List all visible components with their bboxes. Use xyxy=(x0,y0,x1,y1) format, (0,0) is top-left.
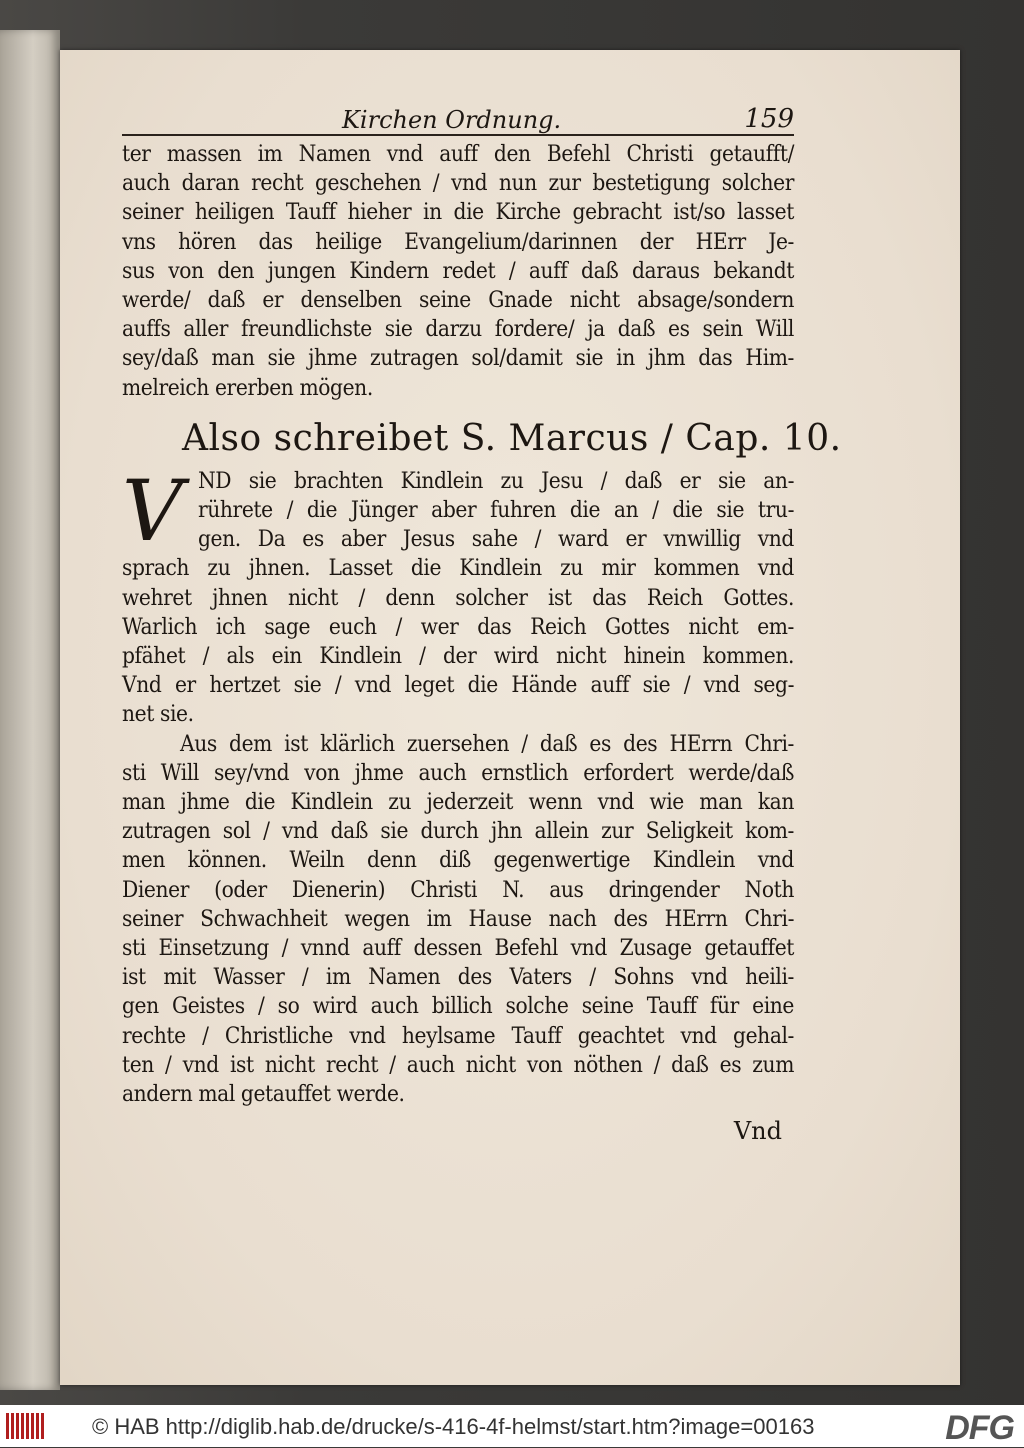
running-head-title: Kirchen Ordnung. xyxy=(342,106,562,134)
text-line: gen Geistes / so wird auch billich solche seine Tauff für eine xyxy=(122,993,794,1020)
page-text xyxy=(122,100,842,1149)
text-line: auffs aller freundlichste sie darzu fordere/ ja daß es sein Will xyxy=(122,316,794,343)
text-line: sey/daß man sie jhme zutragen sol/damit sie in jhm das Him- xyxy=(122,345,794,372)
page-number: 159 xyxy=(744,104,794,134)
text-line: melreich ererben mögen. xyxy=(122,374,373,401)
text-line: gen. Da es aber Jesus sahe / ward er vnwillig vnd xyxy=(198,526,794,553)
barcode-icon xyxy=(6,1413,46,1439)
section-heading: Also schreibet S. Marcus / Cap. 10. xyxy=(182,417,842,459)
footer-credit-link[interactable]: © HAB http://diglib.hab.de/drucke/s-416-4f-helmst/start.htm?image=00163 xyxy=(92,1414,815,1439)
drop-capital: V xyxy=(122,461,183,560)
header-rule xyxy=(122,134,794,136)
text-line: rührete / die Jünger aber fuhren die an / die sie tru- xyxy=(198,497,794,524)
text-line: men können. Weiln denn diß gegenwertige Kindlein vnd xyxy=(122,847,794,874)
text-line: wehret jhnen nicht / denn solcher ist das Reich Gottes. xyxy=(122,584,794,611)
paragraph-1 xyxy=(122,140,794,403)
dfg-logo: DFG xyxy=(945,1409,1014,1447)
text-line: vns hören das heilige Evangelium/darinnen der HErr Je- xyxy=(122,228,794,255)
text-line: seiner heiligen Tauff hieher in die Kirche gebracht ist/so lasset xyxy=(122,199,794,226)
text-line: ND sie brachten Kindlein zu Jesu / daß er sie an- xyxy=(198,467,794,494)
text-line: pfähet / als ein Kindlein / der wird nicht hinein kommen. xyxy=(122,643,794,670)
text-line: Aus dem ist klärlich zuersehen / daß es des HErrn Chri- xyxy=(180,730,794,757)
text-line: andern mal getauffet werde. xyxy=(122,1081,405,1108)
text-line: zutragen sol / vnd daß sie durch jhn allein zur Seligkeit kom- xyxy=(122,818,794,845)
text-line: net sie. xyxy=(122,701,194,728)
text-line: sprach zu jhnen. Lasset die Kindlein zu mir kommen vnd xyxy=(122,555,794,582)
paragraph-2 xyxy=(122,730,794,1110)
footer-bar xyxy=(0,1405,1024,1447)
text-line: sti Einsetzung / vnnd auff dessen Befehl vnd Zusage getauffet xyxy=(122,935,794,962)
catchword-row xyxy=(122,1115,794,1149)
text-line: sti Will sey/vnd von jhme auch ernstlich erfordert werde/daß xyxy=(122,759,794,786)
text-line: auch daran recht geschehen / vnd nun zur bestetigung solcher xyxy=(122,170,794,197)
text-line: sus von den jungen Kindern redet / auff daß daraus bekandt xyxy=(122,257,794,284)
text-line: seiner Schwachheit wegen im Hause nach des HErrn Chri- xyxy=(122,905,794,932)
text-line: Diener (oder Dienerin) Christi N. aus dringender Noth xyxy=(122,876,794,903)
text-line: Warlich ich sage euch / wer das Reich Gottes nicht em- xyxy=(122,613,794,640)
text-line: werde/ daß er denselben seine Gnade nicht absage/sondern xyxy=(122,287,794,314)
running-head xyxy=(122,100,794,140)
previous-page-edge xyxy=(0,30,60,1390)
text-line: rechte / Christliche vnd heylsame Tauff geachtet vnd gehal- xyxy=(122,1022,794,1049)
text-line: ten / vnd ist nicht recht / auch nicht von nöthen / daß es zum xyxy=(122,1051,794,1078)
text-line: man jhme die Kindlein zu jederzeit wenn vnd wie man kan xyxy=(122,789,794,816)
catchword: Vnd xyxy=(733,1117,782,1146)
text-line: Vnd er hertzet sie / vnd leget die Hände auff sie / vnd seg- xyxy=(122,672,794,699)
text-line: ist mit Wasser / im Namen des Vaters / Sohns vnd heili- xyxy=(122,964,794,991)
text-line: ter massen im Namen vnd auff den Befehl Christi getaufft/ xyxy=(122,141,794,167)
gospel-passage xyxy=(122,461,794,730)
